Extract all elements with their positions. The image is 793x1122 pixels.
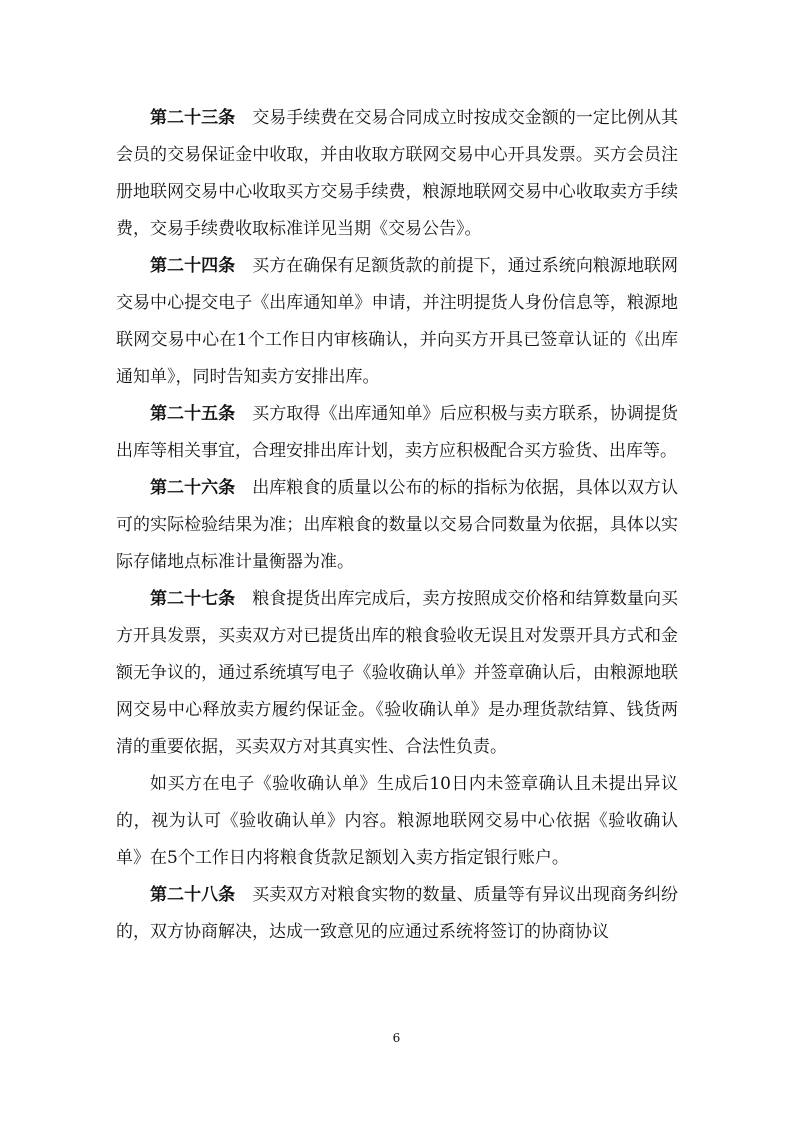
- article-text: 出库粮食的质量以公布的标的指标为依据，具体以双方认可的实际检验结果为准；出库粮食的数量以交易合同数量为依据，具体以实际存储地点标准计量衡器为准。: [116, 478, 679, 572]
- article-27: [116, 581, 678, 766]
- article-text: 如买方在电子《验收确认单》生成后10日内未签章确认且未提出异议的，视为认可《验收确认单》内容。粮源地联网交易中心依据《验收确认单》在5个工作日内将粮食货款足额划入卖方指定银行账户。: [116, 774, 678, 868]
- article-27-continuation: [116, 766, 678, 877]
- article-number: 第二十四条: [150, 256, 236, 276]
- page-number: 6: [392, 1031, 401, 1045]
- article-25: [116, 396, 678, 470]
- article-text: 买卖双方对粮食实物的数量、质量等有异议出现商务纠纷的，双方协商解决，达成一致意见的应通过系统将签订的协商协议: [116, 885, 679, 942]
- article-number: 第二十七条: [150, 589, 236, 609]
- article-text: 粮食提货出库完成后，卖方按照成交价格和结算数量向买方开具发票，买卖双方对已提货出库的粮食验收无误且对发票开具方式和金额无争议的，通过系统填写电子《验收确认单》并签章确认后，由粮源地联网交易中心释放卖方履约保证金。《验收确认单》是办理货款结算、钱货两清的重要依据，买卖双方对其真实性、合法性负责。: [116, 589, 679, 757]
- document-body: [116, 100, 678, 951]
- article-text: 交易手续费在交易合同成立时按成交金额的一定比例从其会员的交易保证金中收取，并由收取方联网交易中心开具发票。买方会员注册地联网交易中心收取买方交易手续费，粮源地联网交易中心收取卖方手续费，交易手续费收取标准详见当期《交易公告》。: [116, 108, 679, 239]
- article-number: 第二十三条: [150, 108, 236, 128]
- article-number: 第二十五条: [150, 404, 236, 424]
- article-28: [116, 877, 678, 951]
- article-number: 第二十六条: [150, 478, 236, 498]
- article-23: [116, 100, 678, 248]
- article-26: [116, 470, 678, 581]
- article-24: [116, 248, 678, 396]
- article-number: 第二十八条: [150, 885, 236, 905]
- article-text: 买方在确保有足额货款的前提下，通过系统向粮源地联网交易中心提交电子《出库通知单》申请，并注明提货人身份信息等，粮源地联网交易中心在1个工作日内审核确认，并向买方开具已签章认证的《出库通知单》，同时告知卖方安排出库。: [116, 256, 679, 387]
- article-text: 买方取得《出库通知单》后应积极与卖方联系，协调提货出库等相关事宜，合理安排出库计划，卖方应积极配合买方验货、出库等。: [116, 404, 679, 461]
